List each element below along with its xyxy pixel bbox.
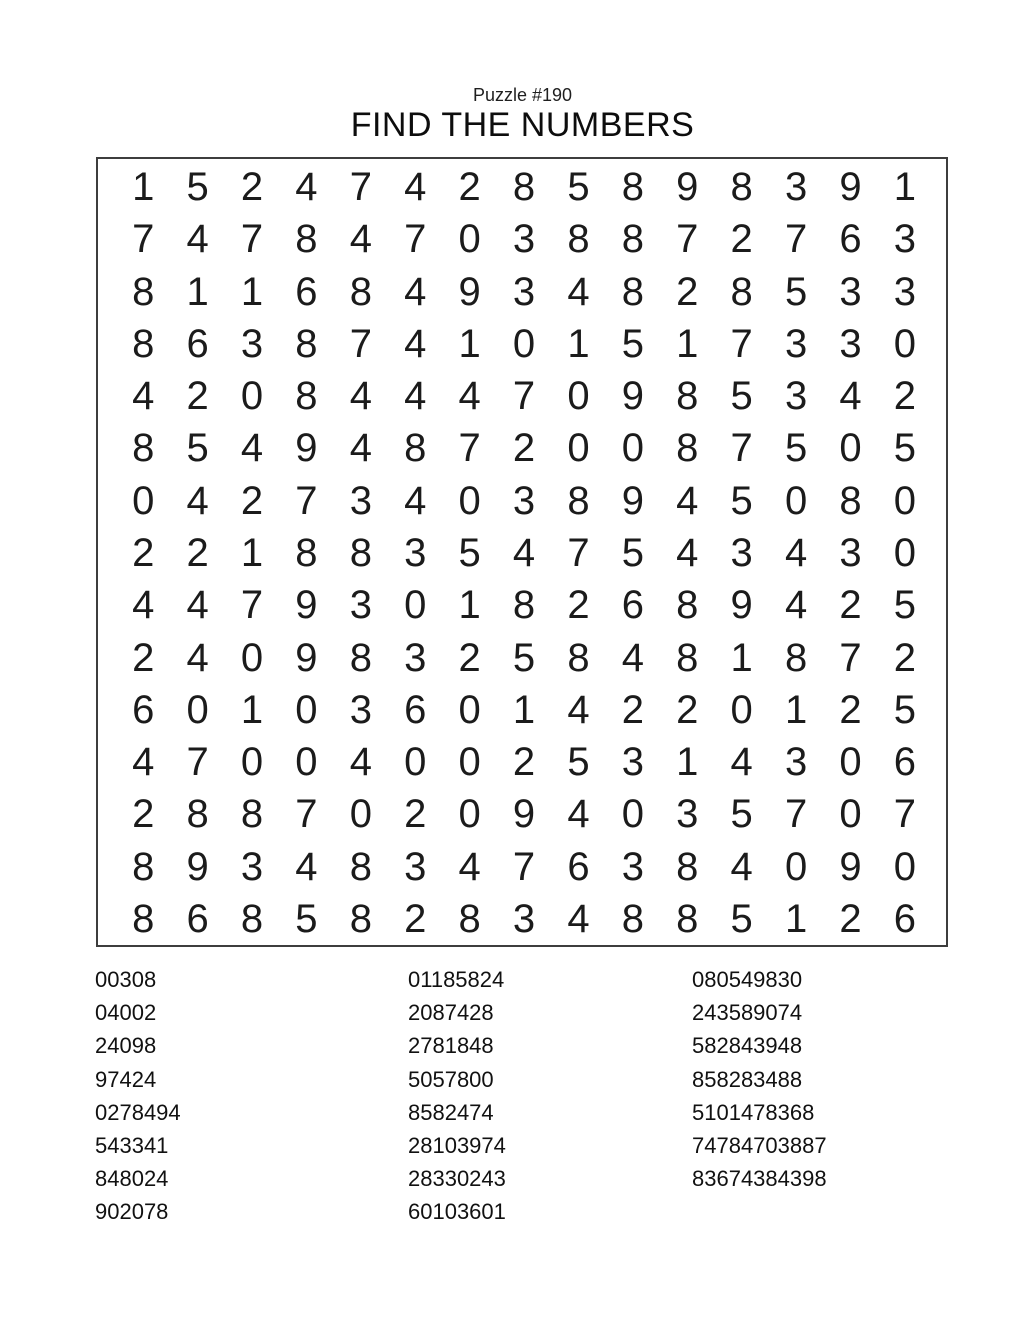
grid-cell: 0 — [132, 478, 155, 523]
grid-cell: 4 — [404, 374, 427, 419]
grid-cell: 4 — [730, 740, 753, 785]
grid-cell: 1 — [458, 321, 481, 366]
grid-cell: 0 — [295, 687, 318, 732]
grid-cell: 3 — [893, 217, 917, 262]
grid-cell: 8 — [349, 896, 372, 941]
grid-cell: 7 — [349, 165, 372, 210]
grid-row — [116, 370, 932, 422]
grid-cell: 1 — [240, 269, 264, 314]
grid-row — [116, 161, 932, 213]
grid-cell: 0 — [240, 740, 264, 785]
word-list-item: 243589074 — [692, 1000, 803, 1026]
grid-cell: 3 — [512, 896, 536, 941]
grid-row — [116, 475, 932, 527]
grid-cell: 8 — [186, 792, 209, 837]
grid-cell: 6 — [404, 687, 427, 732]
grid-cell: 0 — [458, 792, 481, 837]
word-list-item: 8582474 — [408, 1099, 494, 1125]
grid-cell: 2 — [893, 635, 917, 680]
grid-cell: 5 — [621, 321, 644, 366]
grid-cell: 4 — [512, 530, 536, 575]
word-list-item: 04002 — [95, 1000, 157, 1026]
grid-cell: 8 — [621, 896, 644, 941]
word-list-item: 2087428 — [408, 1000, 494, 1026]
grid-cell: 0 — [567, 374, 590, 419]
word-list-item: 902078 — [95, 1199, 169, 1225]
grid-cell: 8 — [784, 635, 808, 680]
grid-row — [116, 893, 932, 945]
grid-cell: 0 — [784, 478, 808, 523]
word-list-item: 74784703887 — [692, 1133, 827, 1159]
grid-cell: 5 — [893, 583, 917, 628]
grid-cell: 2 — [621, 687, 644, 732]
grid-cell: 6 — [621, 583, 644, 628]
grid-cell: 3 — [240, 844, 264, 889]
grid-cell: 9 — [512, 792, 536, 837]
grid-cell: 4 — [295, 844, 318, 889]
grid-cell: 3 — [349, 478, 372, 523]
grid-cell: 6 — [186, 896, 209, 941]
grid-cell: 2 — [186, 374, 209, 419]
grid-cell: 4 — [676, 478, 699, 523]
grid-cell: 6 — [893, 896, 917, 941]
grid-cell: 5 — [621, 530, 644, 575]
puzzle-number: Puzzle #190 — [472, 85, 573, 105]
grid-row — [116, 422, 932, 474]
grid-cell: 3 — [730, 530, 753, 575]
grid-cell: 0 — [458, 217, 481, 262]
grid-cell: 8 — [349, 530, 372, 575]
word-list-item: 0278494 — [95, 1099, 181, 1125]
grid-cell: 2 — [512, 426, 536, 471]
grid-cell: 5 — [186, 165, 209, 210]
grid-cell: 4 — [567, 687, 590, 732]
grid-cell: 4 — [784, 530, 808, 575]
grid-cell: 8 — [295, 374, 318, 419]
grid-cell: 0 — [404, 740, 427, 785]
grid-cell: 4 — [349, 426, 372, 471]
grid-cell: 8 — [240, 792, 264, 837]
grid-cell: 8 — [512, 165, 536, 210]
grid-cell: 4 — [458, 374, 481, 419]
grid-row — [116, 788, 932, 840]
grid-cell: 8 — [295, 321, 318, 366]
grid-cell: 8 — [349, 269, 372, 314]
grid-cell: 2 — [132, 792, 155, 837]
grid-cell: 3 — [784, 321, 808, 366]
grid-cell: 8 — [512, 583, 536, 628]
grid-cell: 4 — [676, 530, 699, 575]
grid-cell: 4 — [567, 269, 590, 314]
grid-cell: 8 — [567, 217, 590, 262]
grid-cell: 5 — [512, 635, 536, 680]
grid-cell: 0 — [567, 426, 590, 471]
grid-row — [116, 840, 932, 892]
grid-cell: 7 — [295, 792, 318, 837]
grid-cell: 5 — [893, 426, 917, 471]
grid-cell: 0 — [240, 635, 264, 680]
grid-cell: 1 — [512, 687, 536, 732]
grid-cell: 5 — [567, 740, 590, 785]
grid-cell: 3 — [784, 374, 808, 419]
grid-cell: 4 — [784, 583, 808, 628]
grid-cell: 8 — [404, 426, 427, 471]
grid-cell: 7 — [132, 217, 155, 262]
grid-cell: 0 — [186, 687, 209, 732]
grid-cell: 8 — [621, 269, 644, 314]
grid-cell: 2 — [186, 530, 209, 575]
grid-cell: 8 — [839, 478, 862, 523]
word-list-item: 080549830 — [692, 967, 803, 992]
page-title: FIND THE NUMBERS — [350, 106, 695, 144]
word-list-item: 01185824 — [408, 967, 505, 992]
grid-cell: 8 — [676, 583, 699, 628]
grid-cell: 0 — [730, 687, 753, 732]
grid-cell: 7 — [730, 321, 753, 366]
word-list-item: 858283488 — [692, 1066, 803, 1092]
word-list-column-1 — [95, 963, 408, 1229]
grid-cell: 7 — [784, 792, 808, 837]
grid-cell: 4 — [186, 217, 209, 262]
grid-cell: 1 — [893, 165, 917, 210]
grid-cell: 4 — [349, 740, 372, 785]
grid-cell: 5 — [784, 426, 808, 471]
grid-cell: 4 — [132, 583, 155, 628]
grid-row — [116, 213, 932, 265]
grid-cell: 3 — [240, 321, 264, 366]
grid-cell: 8 — [676, 426, 699, 471]
grid-row — [116, 527, 932, 579]
grid-cell: 0 — [893, 530, 917, 575]
grid-cell: 5 — [295, 896, 318, 941]
grid-cell: 4 — [404, 321, 427, 366]
grid-cell: 3 — [676, 792, 699, 837]
grid-cell: 5 — [730, 896, 753, 941]
grid-cell: 4 — [132, 374, 155, 419]
word-list — [95, 963, 952, 1229]
grid-cell: 2 — [567, 583, 590, 628]
grid-cell: 8 — [132, 321, 155, 366]
grid-cell: 0 — [240, 374, 264, 419]
grid-cell: 8 — [730, 165, 753, 210]
grid-cell: 8 — [132, 269, 155, 314]
grid-cell: 4 — [567, 896, 590, 941]
word-list-item: 848024 — [95, 1166, 169, 1192]
word-list-item: 582843948 — [692, 1033, 803, 1059]
grid-cell: 4 — [240, 426, 264, 471]
grid-cell: 2 — [458, 635, 481, 680]
grid-cell: 2 — [839, 896, 862, 941]
grid-cell: 0 — [621, 426, 644, 471]
grid-cell: 3 — [404, 530, 427, 575]
grid-cell: 3 — [512, 217, 536, 262]
grid-cell: 8 — [676, 635, 699, 680]
grid-cell: 9 — [621, 478, 644, 523]
word-list-item: 83674384398 — [692, 1166, 827, 1192]
grid-cell: 5 — [730, 374, 753, 419]
grid-cell: 7 — [404, 217, 427, 262]
grid-cell: 7 — [730, 426, 753, 471]
grid-cell: 1 — [784, 687, 808, 732]
grid-cell: 7 — [512, 374, 536, 419]
grid-cell: 2 — [676, 269, 699, 314]
grid-cell: 4 — [404, 165, 427, 210]
grid-cell: 3 — [512, 269, 536, 314]
word-list-item: 28330243 — [408, 1166, 506, 1192]
grid-cell: 4 — [458, 844, 481, 889]
grid-cell: 8 — [349, 635, 372, 680]
grid-cell: 8 — [295, 530, 318, 575]
grid-cell: 1 — [186, 269, 209, 314]
grid-cell: 3 — [621, 740, 644, 785]
grid-cell: 1 — [240, 530, 264, 575]
grid-cell: 6 — [186, 321, 209, 366]
grid-cell: 7 — [349, 321, 372, 366]
grid-cell: 7 — [784, 217, 808, 262]
grid-cell: 0 — [839, 792, 862, 837]
grid-cell: 8 — [730, 269, 753, 314]
grid-cell: 2 — [240, 478, 264, 523]
grid-cell: 8 — [567, 478, 590, 523]
grid-cell: 4 — [349, 217, 372, 262]
word-list-item: 5057800 — [408, 1066, 494, 1092]
grid-cell: 7 — [240, 583, 264, 628]
grid-cell: 0 — [295, 740, 318, 785]
grid-cell: 8 — [567, 635, 590, 680]
grid-row — [116, 736, 932, 788]
grid-cell: 0 — [893, 478, 917, 523]
grid-cell: 2 — [404, 792, 427, 837]
grid-cell: 6 — [893, 740, 917, 785]
grid-cell: 8 — [132, 426, 155, 471]
grid-cell: 8 — [132, 896, 155, 941]
grid-cell: 2 — [132, 635, 155, 680]
grid-cell: 0 — [512, 321, 536, 366]
grid-cell: 5 — [893, 687, 917, 732]
grid-cell: 9 — [730, 583, 753, 628]
grid-cell: 5 — [784, 269, 808, 314]
grid-cell: 0 — [839, 740, 862, 785]
grid-row — [116, 631, 932, 683]
grid-cell: 0 — [458, 740, 481, 785]
word-list-column-2 — [408, 963, 692, 1229]
grid-cell: 4 — [621, 635, 644, 680]
grid-cell: 3 — [404, 844, 427, 889]
grid-cell: 9 — [295, 426, 318, 471]
word-list-item: 5101478368 — [692, 1099, 815, 1125]
grid-cell: 2 — [893, 374, 917, 419]
number-grid — [96, 157, 948, 947]
grid-row — [116, 684, 932, 736]
grid-cell: 8 — [132, 844, 155, 889]
grid-cell: 0 — [893, 844, 917, 889]
grid-cell: 5 — [567, 165, 590, 210]
grid-cell: 3 — [784, 740, 808, 785]
grid-cell: 0 — [349, 792, 372, 837]
grid-cell: 6 — [839, 217, 862, 262]
grid-cell: 9 — [839, 165, 862, 210]
grid-cell: 0 — [839, 426, 862, 471]
grid-cell: 0 — [458, 478, 481, 523]
grid-cell: 7 — [512, 844, 536, 889]
grid-cell: 1 — [240, 687, 264, 732]
grid-cell: 2 — [839, 583, 862, 628]
grid-cell: 7 — [893, 792, 917, 837]
grid-cell: 9 — [295, 635, 318, 680]
grid-cell: 6 — [132, 687, 155, 732]
grid-cell: 4 — [567, 792, 590, 837]
grid-cell: 3 — [349, 687, 372, 732]
grid-cell: 8 — [621, 165, 644, 210]
grid-cell: 2 — [676, 687, 699, 732]
grid-row — [116, 266, 932, 318]
word-list-item: 00308 — [95, 967, 157, 992]
word-list-item: 2781848 — [408, 1033, 494, 1059]
grid-cell: 0 — [404, 583, 427, 628]
grid-cell: 1 — [458, 583, 481, 628]
grid-cell: 2 — [458, 165, 481, 210]
grid-cell: 5 — [730, 792, 753, 837]
grid-cell: 9 — [839, 844, 862, 889]
grid-cell: 0 — [893, 321, 917, 366]
grid-cell: 3 — [839, 530, 862, 575]
grid-cell: 9 — [458, 269, 481, 314]
word-list-item: 24098 — [95, 1033, 157, 1059]
word-list-item: 543341 — [95, 1133, 169, 1159]
grid-row — [116, 318, 932, 370]
word-list-column-3 — [692, 963, 952, 1195]
grid-cell: 4 — [186, 635, 209, 680]
grid-cell: 2 — [132, 530, 155, 575]
grid-cell: 1 — [676, 321, 699, 366]
grid-cell: 6 — [295, 269, 318, 314]
grid-cell: 1 — [784, 896, 808, 941]
grid-cell: 8 — [676, 844, 699, 889]
grid-cell: 3 — [621, 844, 644, 889]
grid-cell: 8 — [676, 896, 699, 941]
grid-row — [116, 579, 932, 631]
grid-cell: 2 — [404, 896, 427, 941]
grid-cell: 3 — [404, 635, 427, 680]
grid-cell: 3 — [349, 583, 372, 628]
grid-cell: 4 — [349, 374, 372, 419]
grid-cell: 4 — [404, 269, 427, 314]
grid-cell: 5 — [458, 530, 481, 575]
grid-cell: 9 — [186, 844, 209, 889]
grid-cell: 0 — [784, 844, 808, 889]
grid-cell: 8 — [458, 896, 481, 941]
grid-cell: 4 — [186, 478, 209, 523]
word-list-item: 97424 — [95, 1066, 157, 1092]
grid-cell: 9 — [676, 165, 699, 210]
grid-cell: 5 — [186, 426, 209, 471]
grid-cell: 8 — [349, 844, 372, 889]
grid-cell: 3 — [893, 269, 917, 314]
grid-cell: 4 — [839, 374, 862, 419]
grid-cell: 8 — [676, 374, 699, 419]
grid-cell: 4 — [730, 844, 753, 889]
grid-cell: 7 — [567, 530, 590, 575]
grid-cell: 3 — [784, 165, 808, 210]
grid-cell: 7 — [240, 217, 264, 262]
grid-cell: 2 — [839, 687, 862, 732]
word-list-item: 28103974 — [408, 1133, 506, 1159]
grid-cell: 1 — [132, 165, 155, 210]
grid-cell: 6 — [567, 844, 590, 889]
grid-cell: 3 — [839, 321, 862, 366]
grid-cell: 4 — [404, 478, 427, 523]
grid-cell: 4 — [295, 165, 318, 210]
grid-cell: 7 — [458, 426, 481, 471]
grid-cell: 1 — [676, 740, 699, 785]
grid-cell: 1 — [730, 635, 753, 680]
grid-cell: 7 — [295, 478, 318, 523]
grid-cell: 7 — [839, 635, 862, 680]
grid-cell: 8 — [621, 217, 644, 262]
grid-cell: 1 — [567, 321, 590, 366]
grid-cell: 3 — [839, 269, 862, 314]
grid-cell: 7 — [186, 740, 209, 785]
grid-cell: 2 — [512, 740, 536, 785]
grid-cell: 0 — [458, 687, 481, 732]
grid-cell: 9 — [621, 374, 644, 419]
grid-cell: 7 — [676, 217, 699, 262]
grid-cell: 9 — [295, 583, 318, 628]
grid-cell: 8 — [295, 217, 318, 262]
grid-cell: 8 — [240, 896, 264, 941]
grid-cell: 2 — [730, 217, 753, 262]
grid-cell: 4 — [132, 740, 155, 785]
grid-cell: 0 — [621, 792, 644, 837]
grid-cell: 3 — [512, 478, 536, 523]
grid-cell: 2 — [240, 165, 264, 210]
word-list-item: 60103601 — [408, 1199, 506, 1225]
grid-cell: 4 — [186, 583, 209, 628]
grid-cell: 5 — [730, 478, 753, 523]
